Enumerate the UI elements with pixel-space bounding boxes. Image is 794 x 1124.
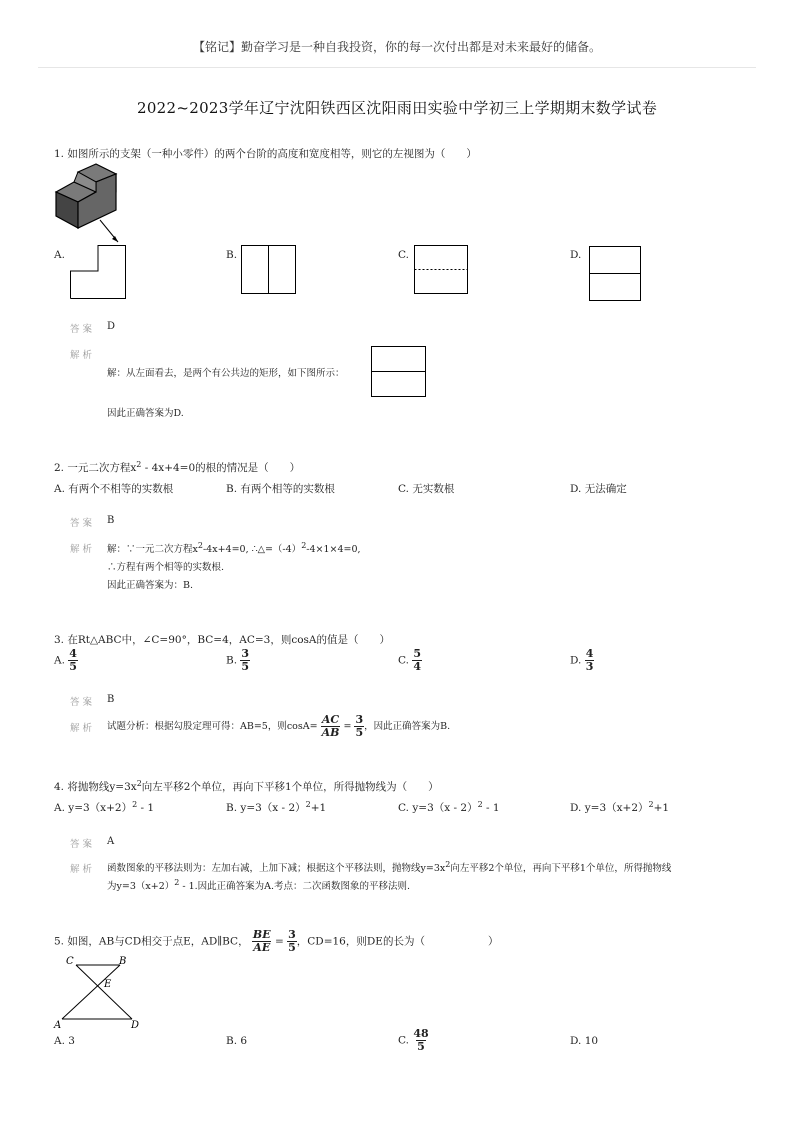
question-5-geometry-figure bbox=[52, 953, 142, 1031]
question-5-option-c[interactable]: C. $\frac{48}{5}$ bbox=[398, 1027, 429, 1053]
question-1-option-d-figure[interactable] bbox=[589, 246, 641, 301]
question-3-answer-value: B bbox=[107, 694, 115, 705]
figure-label-c: C bbox=[66, 956, 74, 967]
question-1-explanation-line-2: 因此正确答案为D. bbox=[107, 408, 184, 419]
question-4-option-d[interactable]: D. $y=3(x+2)^2+1$ bbox=[570, 800, 670, 814]
figure-label-e: E bbox=[104, 979, 112, 990]
question-4-answer-label: 答 案 bbox=[70, 839, 93, 850]
question-4-option-b[interactable]: B. y=3（x - 2）$^2$+1 bbox=[226, 800, 327, 814]
question-3-stem: 3. 在Rt△ABC中，∠C=90°，BC=4，AC=3，则cosA的值是（ ） bbox=[54, 634, 391, 646]
question-1-explanation-figure bbox=[371, 346, 426, 397]
question-5-option-d[interactable]: D. 10 bbox=[570, 1035, 599, 1047]
question-4-explanation-line-2: 为$y=3(x+2)^2 - 1$.因此正确答案为A.考点：二次函数图象的平移法则. bbox=[107, 878, 411, 892]
header-motto: 【铭记】勤奋学习是一种自我投资，你的每一次付出都是对未来最好的储备。 bbox=[192, 40, 601, 54]
question-1-answer-label: 答 案 bbox=[70, 324, 93, 335]
header-divider bbox=[38, 67, 756, 68]
question-1-answer-value: D bbox=[107, 321, 116, 332]
question-3-explanation: 试题分析：根据勾股定理可得：AB=5，则cosA= $\frac{AC}{AB}$ = $\frac{3}{5}$ ，因此正确答案为B. bbox=[107, 713, 451, 739]
question-1-option-a-label[interactable]: A. bbox=[54, 249, 65, 261]
question-3-option-d[interactable]: D. $\frac{4}{3}$ bbox=[570, 647, 594, 673]
question-2-option-b[interactable]: B. 有两个相等的实数根 bbox=[226, 483, 335, 495]
question-4-option-a[interactable]: A. $y=3(x+2)^2 - 1$ bbox=[54, 800, 155, 814]
question-4-stem: 4. 将抛物线$y=3x^2$向左平移2个单位，再向下平移1个单位，所得抛物线为（ ） bbox=[54, 779, 439, 793]
question-1-explanation-line-1: 解：从左面看去，是两个有公共边的矩形，如下图所示： bbox=[107, 368, 345, 379]
question-4-explanation-line-1: 函数图象的平移法则为：左加右减，上加下减；根据这个平移法则，抛物线$y=3x^2$向左平移2个单位，再向下平移1个单位，所得抛物线 bbox=[107, 860, 672, 874]
question-1-option-d-label[interactable]: D. bbox=[570, 249, 582, 261]
question-4-option-c[interactable]: C. y=3（x - 2）$^2$ - 1 bbox=[398, 800, 500, 814]
question-2-option-c[interactable]: C. 无实数根 bbox=[398, 483, 455, 495]
question-1-option-c-figure[interactable] bbox=[414, 245, 468, 294]
question-1-option-b-label[interactable]: B. bbox=[226, 249, 238, 261]
question-4-answer-value: A bbox=[107, 836, 115, 847]
question-2-answer-value: B bbox=[107, 515, 115, 526]
question-2-explanation-line-3: 因此正确答案为：B. bbox=[107, 580, 194, 591]
question-5-option-a[interactable]: A. 3 bbox=[54, 1035, 75, 1047]
figure-label-d: D bbox=[131, 1020, 140, 1031]
question-1-option-a-figure[interactable] bbox=[70, 245, 126, 299]
figure-label-b: B bbox=[119, 956, 127, 967]
question-1-bracket-figure bbox=[48, 162, 128, 246]
question-3-option-a[interactable]: A. $\frac{4}{5}$ bbox=[54, 647, 77, 673]
question-3-option-c[interactable]: C. $\frac{5}{4}$ bbox=[398, 647, 421, 673]
question-1-analysis-label: 解 析 bbox=[70, 350, 93, 361]
question-2-analysis-label: 解 析 bbox=[70, 544, 93, 555]
figure-label-a: A bbox=[54, 1020, 62, 1031]
question-2-explanation-line-1: 解：∵一元二次方程$x^2-4x+4=0$, $\therefore\triangle=(-4)^2-4\times 1\times 4=0$, bbox=[107, 541, 361, 555]
question-5-stem: 5. 如图，AB与CD相交于点E，AD∥BC， $\frac{BE}{AE}$ = $\frac{3}{5}$ ，CD=16，则DE的长为（ ） bbox=[54, 928, 499, 954]
question-1-stem: 1. 如图所示的支架（一种小零件）的两个台阶的高度和宽度相等，则它的左视图为（ ） bbox=[54, 148, 477, 160]
question-2-explanation-line-2: ∴方程有两个相等的实数根. bbox=[107, 562, 225, 573]
question-2-stem: 2. 一元二次方程$x^2 - 4x+4=0$的根的情况是（ ） bbox=[54, 460, 301, 474]
question-2-option-d[interactable]: D. 无法确定 bbox=[570, 483, 627, 495]
question-3-answer-label: 答 案 bbox=[70, 697, 93, 708]
question-2-option-a[interactable]: A. 有两个不相等的实数根 bbox=[54, 483, 174, 495]
question-5-option-b[interactable]: B. 6 bbox=[226, 1035, 248, 1047]
question-1-option-c-label[interactable]: C. bbox=[398, 249, 409, 261]
question-3-analysis-label: 解 析 bbox=[70, 723, 93, 734]
question-2-answer-label: 答 案 bbox=[70, 518, 93, 529]
question-4-analysis-label: 解 析 bbox=[70, 864, 93, 875]
question-3-option-b[interactable]: B. $\frac{3}{5}$ bbox=[226, 647, 250, 673]
question-1-option-b-figure[interactable] bbox=[241, 245, 296, 294]
page-title: 2022~2023学年辽宁沈阳铁西区沈阳雨田实验中学初三上学期期末数学试卷 bbox=[136, 99, 658, 117]
